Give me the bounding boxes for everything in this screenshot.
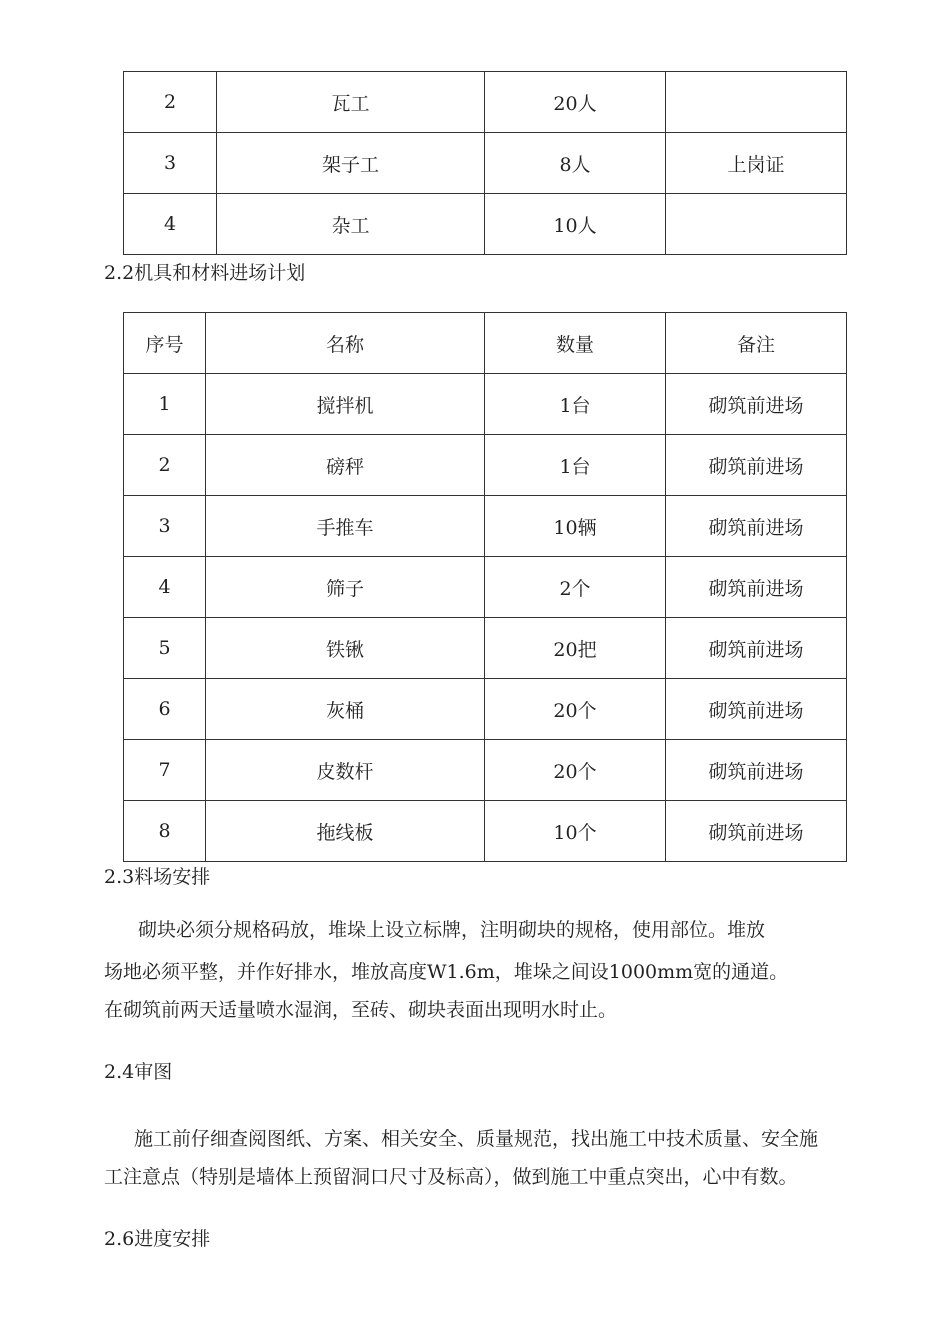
paragraph-line: 场地必须平整，并作好排水，堆放高度W1.6m，堆垛之间设1000mm宽的通道。 <box>104 961 789 983</box>
cell-count: 10人 <box>485 194 666 255</box>
table-row <box>124 435 847 496</box>
cell-no: 1 <box>124 374 206 435</box>
cell-remark: 砌筑前进场 <box>666 496 847 557</box>
cell-no: 2 <box>124 72 217 133</box>
header-remark: 备注 <box>666 313 847 374</box>
cell-no: 2 <box>124 435 206 496</box>
cell-type: 杂工 <box>217 194 485 255</box>
cell-name: 磅秤 <box>206 435 485 496</box>
table-row <box>124 740 847 801</box>
table-row <box>124 133 847 194</box>
header-quantity: 数量 <box>485 313 666 374</box>
table-row <box>124 679 847 740</box>
cell-remark: 砌筑前进场 <box>666 618 847 679</box>
table-row <box>124 374 847 435</box>
section-heading-2-4: 2.4审图 <box>104 1061 173 1083</box>
labor-table <box>123 71 847 255</box>
cell-no: 8 <box>124 801 206 862</box>
cell-name: 灰桶 <box>206 679 485 740</box>
cell-remark: 砌筑前进场 <box>666 435 847 496</box>
cell-no: 3 <box>124 133 217 194</box>
table-row <box>124 557 847 618</box>
cell-no: 3 <box>124 496 206 557</box>
cell-count: 20人 <box>485 72 666 133</box>
section-heading-2-2: 2.2机具和材料进场计划 <box>104 262 306 284</box>
table-row <box>124 496 847 557</box>
cell-remark: 砌筑前进场 <box>666 801 847 862</box>
section-heading-2-6: 2.6进度安排 <box>104 1228 211 1250</box>
cell-quantity: 20个 <box>485 740 666 801</box>
cell-quantity: 10个 <box>485 801 666 862</box>
cell-type: 架子工 <box>217 133 485 194</box>
cell-count: 8人 <box>485 133 666 194</box>
cell-quantity: 20个 <box>485 679 666 740</box>
cell-type: 瓦工 <box>217 72 485 133</box>
table-row <box>124 618 847 679</box>
cell-remark <box>666 194 847 255</box>
cell-quantity: 1台 <box>485 435 666 496</box>
cell-name: 筛子 <box>206 557 485 618</box>
cell-remark: 砌筑前进场 <box>666 740 847 801</box>
header-no: 序号 <box>124 313 206 374</box>
cell-name: 搅拌机 <box>206 374 485 435</box>
cell-name: 手推车 <box>206 496 485 557</box>
cell-quantity: 2个 <box>485 557 666 618</box>
cell-remark: 砌筑前进场 <box>666 557 847 618</box>
cell-remark: 砌筑前进场 <box>666 679 847 740</box>
cell-no: 5 <box>124 618 206 679</box>
paragraph-line: 施工前仔细查阅图纸、方案、相关安全、质量规范，找出施工中技术质量、安全施 <box>134 1128 819 1150</box>
table-row <box>124 72 847 133</box>
cell-no: 4 <box>124 194 217 255</box>
table-row <box>124 801 847 862</box>
cell-quantity: 20把 <box>485 618 666 679</box>
cell-remark: 砌筑前进场 <box>666 374 847 435</box>
cell-remark: 上岗证 <box>666 133 847 194</box>
paragraph-line: 工注意点（特别是墙体上预留洞口尺寸及标高），做到施工中重点突出，心中有数。 <box>104 1166 798 1188</box>
paragraph-line: 在砌筑前两天适量喷水湿润，至砖、砌块表面出现明水时止。 <box>104 999 618 1021</box>
cell-no: 6 <box>124 679 206 740</box>
cell-name: 铁锹 <box>206 618 485 679</box>
cell-name: 皮数杆 <box>206 740 485 801</box>
cell-name: 拖线板 <box>206 801 485 862</box>
equipment-table <box>123 312 847 862</box>
section-heading-2-3: 2.3料场安排 <box>104 866 211 888</box>
cell-quantity: 1台 <box>485 374 666 435</box>
table-header-row <box>124 313 847 374</box>
cell-quantity: 10辆 <box>485 496 666 557</box>
paragraph-line: 砌块必须分规格码放，堆垛上设立标牌，注明砌块的规格，使用部位。堆放 <box>138 919 766 941</box>
cell-no: 4 <box>124 557 206 618</box>
cell-remark <box>666 72 847 133</box>
cell-no: 7 <box>124 740 206 801</box>
table-row <box>124 194 847 255</box>
header-name: 名称 <box>206 313 485 374</box>
